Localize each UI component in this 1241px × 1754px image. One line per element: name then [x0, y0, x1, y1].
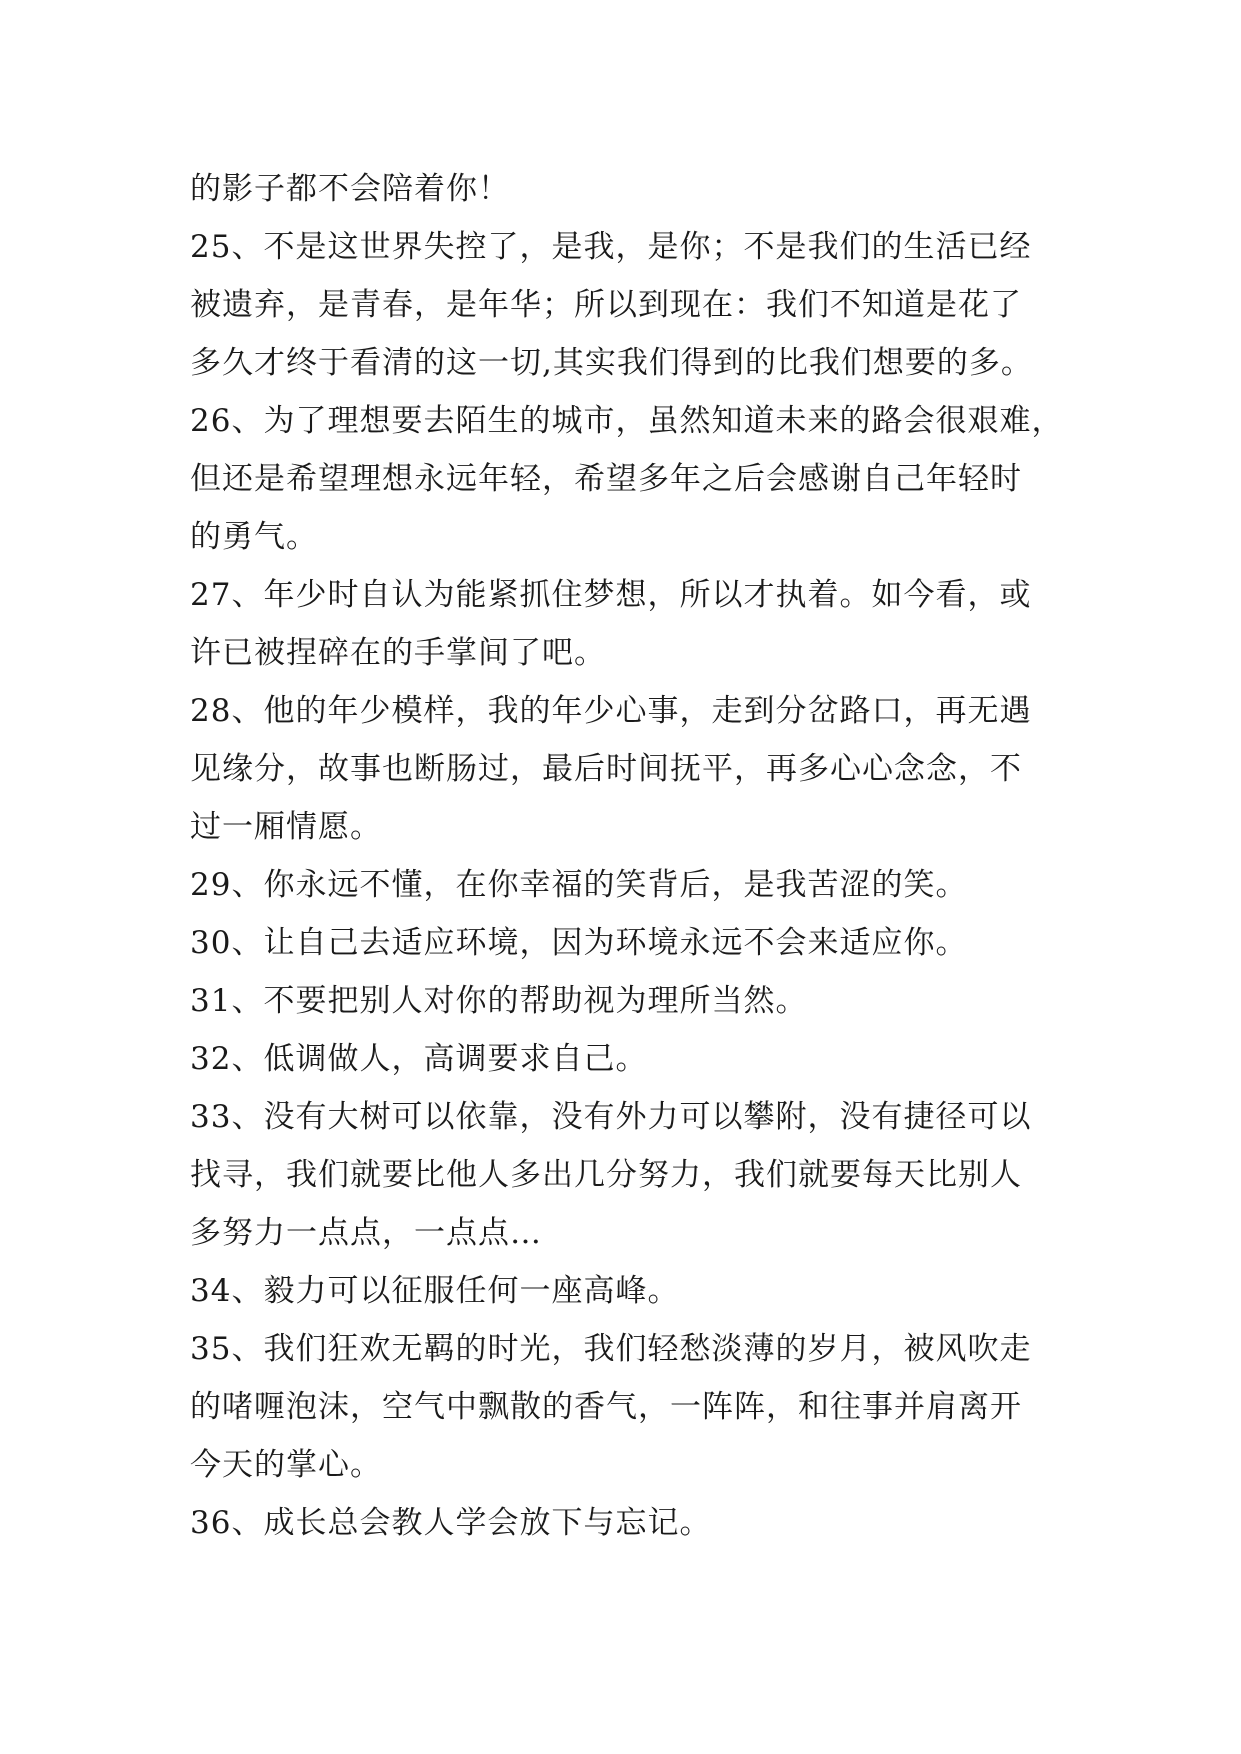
- document-body: [190, 160, 1064, 1552]
- text-line: 27、年少时自认为能紧抓住梦想，所以才执着。如今看，或: [190, 577, 1032, 613]
- text-line: 32、低调做人，高调要求自己。: [190, 1041, 648, 1077]
- text-line: 但还是希望理想永远年轻，希望多年之后会感谢自己年轻时: [190, 461, 1022, 497]
- text-line: 34、毅力可以征服任何一座高峰。: [190, 1273, 680, 1309]
- text-line: 多努力一点点，一点点…: [190, 1215, 542, 1251]
- text-line: 许已被捏碎在的手掌间了吧。: [190, 635, 606, 671]
- text-line: 的啫喱泡沫，空气中飘散的香气，一阵阵，和往事并肩离开: [190, 1389, 1022, 1425]
- text-line: 25、不是这世界失控了，是我，是你；不是我们的生活已经: [190, 229, 1032, 265]
- text-line: 36、成长总会教人学会放下与忘记。: [190, 1505, 712, 1541]
- text-line: 过一厢情愿。: [190, 809, 382, 845]
- text-line: 28、他的年少模样，我的年少心事，走到分岔路口，再无遇: [190, 693, 1032, 729]
- text-line: 30、让自己去适应环境，因为环境永远不会来适应你。: [190, 925, 968, 961]
- text-line: 35、我们狂欢无羁的时光，我们轻愁淡薄的岁月，被风吹走: [190, 1331, 1032, 1367]
- text-line: 的影子都不会陪着你！: [190, 171, 510, 207]
- text-line: 29、你永远不懂，在你幸福的笑背后，是我苦涩的笑。: [190, 867, 968, 903]
- text-line: 被遗弃，是青春，是年华；所以到现在：我们不知道是花了: [190, 287, 1022, 323]
- text-line: 多久才终于看清的这一切,其实我们得到的比我们想要的多。: [190, 345, 1033, 381]
- text-line: 31、不要把别人对你的帮助视为理所当然。: [190, 983, 808, 1019]
- text-line: 今天的掌心。: [190, 1447, 382, 1483]
- text-line: 找寻，我们就要比他人多出几分努力，我们就要每天比别人: [190, 1157, 1022, 1193]
- text-line: 的勇气。: [190, 519, 318, 555]
- text-line: 33、没有大树可以依靠，没有外力可以攀附，没有捷径可以: [190, 1099, 1032, 1135]
- text-line: 见缘分，故事也断肠过，最后时间抚平，再多心心念念，不: [190, 751, 1022, 787]
- text-line: 26、为了理想要去陌生的城市，虽然知道未来的路会很艰难，: [190, 403, 1064, 439]
